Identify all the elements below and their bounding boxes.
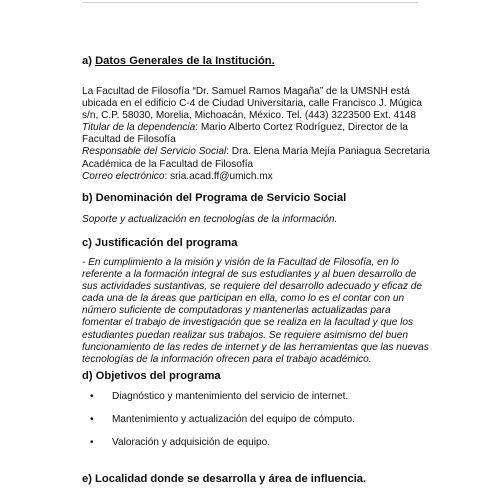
correo-value: : sria.acad.ff@umich.mx bbox=[164, 170, 273, 182]
correo-label: Correo electrónico bbox=[82, 170, 165, 182]
responsable-line-2: Académica de la Facultad de Filosofía bbox=[82, 158, 254, 170]
bullet-icon: • bbox=[90, 414, 94, 425]
section-a-heading bbox=[82, 54, 275, 68]
justification-line-7: estudiantes puedan realizar sus trabajos. Se requiere asimismo del buen bbox=[82, 329, 408, 341]
section-c-body bbox=[82, 257, 429, 366]
section-a-prefix: a) bbox=[82, 55, 96, 67]
objective-item bbox=[90, 414, 420, 426]
top-divider bbox=[82, 2, 418, 3]
bullet-icon: • bbox=[90, 391, 94, 402]
titular-line bbox=[82, 122, 422, 134]
titular-value: : Mario Alberto Cortez Rodríguez, Director de la bbox=[195, 122, 408, 134]
justification-line-3: sus actividades sustantivas, se requiere del desarrollo adecuado y eficaz de bbox=[82, 281, 423, 293]
section-b-heading: b) Denominación del Programa de Servicio Social bbox=[82, 192, 347, 204]
titular-line-2: Facultad de Filosofía bbox=[82, 134, 176, 146]
justification-line-1: - En cumplimiento a la misión y visión de la Facultad de Filosofía, en lo bbox=[82, 257, 399, 268]
section-a-body bbox=[82, 86, 430, 183]
justification-line-9: tecnologías de la información ofrecen para el trabajo académico. bbox=[82, 353, 372, 365]
objective-item bbox=[90, 391, 420, 403]
justification-line-2: referente a la formación integral de sus estudiantes y al buen desarrollo de bbox=[82, 269, 417, 281]
section-b-body bbox=[82, 214, 422, 226]
program-name: Soporte y actualización en tecnologías de la información. bbox=[82, 214, 338, 225]
section-c-heading: c) Justificación del programa bbox=[82, 237, 238, 249]
correo-line bbox=[82, 171, 422, 183]
justification-line-4: cada una de la áreas que participan en ella, como lo es el contar con un bbox=[82, 293, 405, 305]
institution-line-2: ubicada en el edificio C-4 de Ciudad Universitaria, calle Francisco J. Múgica bbox=[82, 98, 422, 110]
objective-text-3: Valoración y adquisición de equipo. bbox=[112, 437, 271, 448]
justification-line-8: funcionamiento de las redes de internet y de las herramientas que las nuevas bbox=[82, 341, 429, 353]
justification-line-5: número suficiente de computadoras y mantenerlas actualizadas para bbox=[82, 305, 391, 317]
section-a-title: Datos Generales de la Institución. bbox=[95, 55, 275, 67]
objective-item bbox=[90, 437, 420, 449]
titular-label: Titular de la dependencia bbox=[82, 122, 196, 134]
objective-text-2: Mantenimiento y actualización del equipo de cómputo. bbox=[112, 414, 355, 425]
objective-text-1: Diagnóstico y mantenimiento del servicio de internet. bbox=[112, 391, 349, 402]
institution-line-1: La Facultad de Filosofía “Dr. Samuel Ramos Magaña” de la UMSNH está bbox=[82, 86, 410, 97]
section-d-heading: d) Objetivos del programa bbox=[82, 370, 221, 382]
justification-line-6: fomentar el trabajo de investigación que se realiza en la facultad y que los bbox=[82, 317, 414, 329]
responsable-value: : Dra. Elena María Mejía Paniagua Secretaria bbox=[226, 146, 430, 158]
responsable-line bbox=[82, 146, 430, 158]
section-e-heading: e) Localidad donde se desarrolla y área de influencia. bbox=[82, 473, 367, 485]
institution-line-3: s/n, C.P. 58030, Morelia, Michoacán, México. Tel. (443) 3223500 Ext. 4148 bbox=[82, 110, 417, 122]
bullet-icon: • bbox=[90, 437, 94, 448]
responsable-label: Responsable del Servicio Social bbox=[82, 146, 227, 158]
